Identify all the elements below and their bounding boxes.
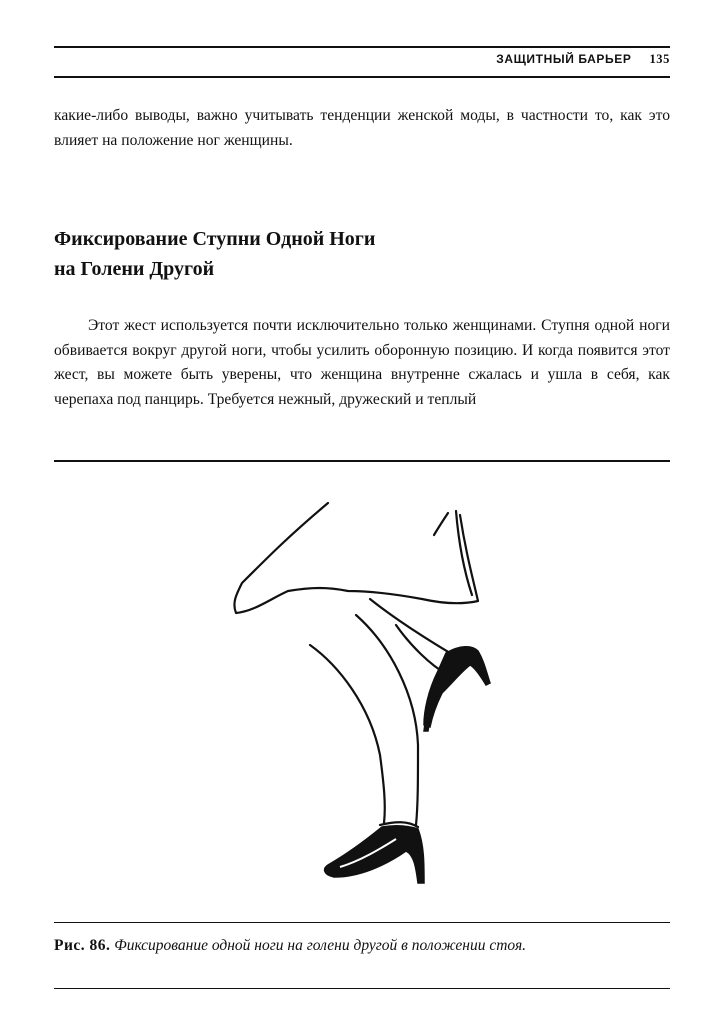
standing-foot-shoe xyxy=(325,826,424,883)
figure-rule-top xyxy=(54,460,670,462)
header-rule-bottom xyxy=(54,76,670,78)
section-paragraph: Этот жест используется почти исключительно только женщинами. Ступня одной ноги обвивается вокруг другой ноги, чтобы усилить оборонную позицию. И когда появится этот жест, вы можете быть уверены, что женщина внутренне сжалась и ушла в себя, как черепаха под панцирь. Требуется нежный, дружеский и теплый xyxy=(54,317,670,408)
skirt-hem-fold xyxy=(434,513,448,535)
crossed-foot-shoe xyxy=(424,647,490,731)
figure-caption xyxy=(54,934,670,958)
legs-illustration xyxy=(210,495,510,905)
section-heading-line-1: Фиксирование Ступни Одной Ноги xyxy=(54,228,376,250)
section-heading xyxy=(54,224,375,284)
figure-caption-text: Фиксирование одной ноги на голени другой в положении стоя. xyxy=(114,937,527,954)
skirt-outline xyxy=(234,503,478,613)
skirt-crease xyxy=(456,511,472,595)
standing-leg-back-edge xyxy=(356,615,418,825)
running-header-title: ЗАЩИТНЫЙ БАРЬЕР xyxy=(496,52,632,66)
intro-paragraph: какие-либо выводы, важно учитывать тенденции женской моды, в частности то, как это влияет на положение ног женщины. xyxy=(54,107,670,149)
section-heading-line-2: на Голени Другой xyxy=(54,258,215,280)
caption-rule-top xyxy=(54,922,670,923)
header-rule-top xyxy=(54,46,670,48)
running-header xyxy=(496,52,670,67)
standing-leg-front-edge xyxy=(310,645,385,823)
caption-rule-bottom xyxy=(54,988,670,989)
page-number: 135 xyxy=(649,52,670,66)
figure-label: Рис. 86. xyxy=(54,937,111,954)
